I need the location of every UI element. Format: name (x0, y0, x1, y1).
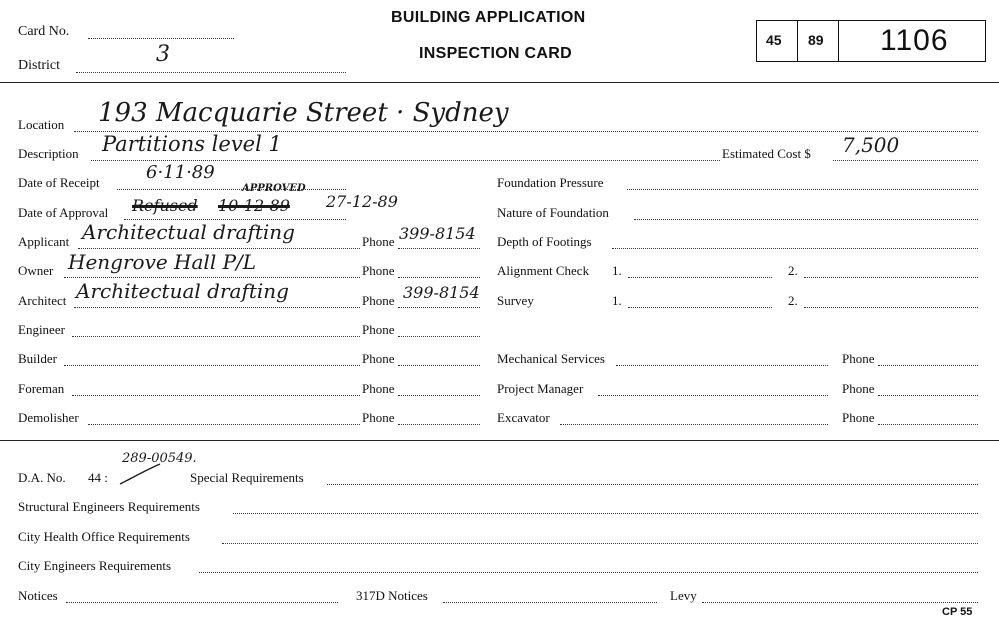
estimated-cost-line[interactable] (833, 160, 978, 161)
requirements-rule (0, 440, 999, 441)
depth-of-footings-label: Depth of Footings (497, 234, 592, 249)
approval-struck-1: Refused (132, 196, 198, 215)
applicant-phone-line[interactable] (398, 248, 480, 249)
nature-of-foundation-label: Nature of Foundation (497, 205, 609, 220)
applicant-phone-value: 399-8154 (399, 224, 476, 243)
date-of-approval-value: 27-12-89 (326, 192, 398, 211)
notices-label: Notices (18, 588, 58, 603)
date-of-receipt-label: Date of Receipt (18, 175, 100, 190)
project-manager-label: Project Manager (497, 381, 584, 396)
architect-phone-line[interactable] (398, 307, 480, 308)
levy-label: Levy (670, 588, 697, 603)
engineer-line[interactable] (72, 336, 360, 337)
alignment-check-option-2: 2. (788, 263, 798, 278)
builder-phone-label: Phone (362, 351, 395, 366)
demolisher-label: Demolisher (18, 410, 79, 425)
alignment-check-line-1[interactable] (628, 277, 772, 278)
structural-engineers-label: Structural Engineers Requirements (18, 499, 200, 514)
notices-line[interactable] (66, 602, 338, 603)
city-engineers-label: City Engineers Requirements (18, 558, 172, 573)
approval-struck-2: 10-12-89 (218, 196, 290, 215)
structural-engineers-line[interactable] (233, 513, 978, 514)
alignment-check-line-2[interactable] (804, 277, 978, 278)
date-of-approval-label: Date of Approval (18, 205, 109, 220)
architect-value: Architectual drafting (76, 279, 289, 303)
survey-line-2[interactable] (804, 307, 978, 308)
owner-value: Hengrove Hall P/L (68, 250, 257, 274)
excavator-phone-line[interactable] (878, 424, 978, 425)
excavator-line[interactable] (560, 424, 828, 425)
owner-phone-label: Phone (362, 263, 395, 278)
builder-line[interactable] (64, 365, 360, 366)
location-label: Location (18, 117, 65, 132)
title-line-2: INSPECTION CARD (419, 45, 572, 62)
city-health-label: City Health Office Requirements (18, 529, 190, 544)
district-line[interactable] (76, 72, 346, 73)
district-value: 3 (156, 42, 170, 67)
applicant-value: Architectual drafting (82, 220, 295, 244)
special-requirements-line[interactable] (327, 484, 978, 485)
architect-line[interactable] (74, 307, 360, 308)
city-health-line[interactable] (222, 543, 978, 544)
architect-label: Architect (18, 293, 67, 308)
demolisher-phone-label: Phone (362, 410, 395, 425)
mechanical-phone-label: Phone (842, 351, 875, 366)
excavator-phone-label: Phone (842, 410, 875, 425)
mechanical-services-line[interactable] (616, 365, 828, 366)
foreman-label: Foreman (18, 381, 65, 396)
mechanical-phone-line[interactable] (878, 365, 978, 366)
da-number-value: 289-00549. (122, 451, 197, 466)
builder-phone-line[interactable] (398, 365, 480, 366)
special-requirements-label: Special Requirements (190, 470, 304, 485)
builder-label: Builder (18, 351, 57, 366)
notices-317d-label: 317D Notices (356, 588, 428, 603)
applicant-line[interactable] (78, 248, 360, 249)
project-manager-line[interactable] (598, 395, 828, 396)
number-box-b: 89 (808, 32, 824, 48)
foreman-phone-label: Phone (362, 381, 395, 396)
survey-option-2: 2. (788, 293, 798, 308)
excavator-label: Excavator (497, 410, 550, 425)
foundation-pressure-line[interactable] (627, 189, 978, 190)
project-manager-phone-line[interactable] (878, 395, 978, 396)
number-box-a: 45 (766, 32, 782, 48)
form-code: CP 55 (942, 606, 973, 618)
demolisher-phone-line[interactable] (398, 424, 480, 425)
card-no-line[interactable] (88, 38, 234, 39)
owner-line[interactable] (64, 277, 360, 278)
foreman-phone-line[interactable] (398, 395, 480, 396)
card-no-label: Card No. (18, 24, 70, 39)
alignment-check-option-1: 1. (612, 263, 622, 278)
mechanical-services-label: Mechanical Services (497, 351, 605, 366)
nature-of-foundation-line[interactable] (634, 219, 978, 220)
notices-317d-line[interactable] (443, 602, 657, 603)
survey-line-1[interactable] (628, 307, 772, 308)
foreman-line[interactable] (72, 395, 360, 396)
district-label: District (18, 58, 60, 73)
estimated-cost-label: Estimated Cost $ (722, 146, 811, 161)
project-manager-phone-label: Phone (842, 381, 875, 396)
title-line-1: BUILDING APPLICATION (391, 9, 586, 26)
description-value: Partitions level 1 (102, 132, 282, 156)
approval-stamp: APPROVED (242, 183, 306, 194)
description-label: Description (18, 146, 79, 161)
survey-label: Survey (497, 293, 534, 308)
da-number-label: D.A. No. (18, 470, 66, 485)
owner-label: Owner (18, 263, 54, 278)
applicant-phone-label: Phone (362, 234, 395, 249)
date-of-receipt-line[interactable] (117, 189, 346, 190)
survey-option-1: 1. (612, 293, 622, 308)
engineer-label: Engineer (18, 322, 65, 337)
da-number-slash (118, 462, 162, 486)
city-engineers-line[interactable] (199, 572, 978, 573)
engineer-phone-label: Phone (362, 322, 395, 337)
alignment-check-label: Alignment Check (497, 263, 590, 278)
foundation-pressure-label: Foundation Pressure (497, 175, 604, 190)
demolisher-line[interactable] (88, 424, 360, 425)
da-number-prefix: 44 : (88, 470, 108, 485)
date-of-receipt-value: 6·11·89 (146, 162, 215, 183)
description-line[interactable] (91, 160, 720, 161)
engineer-phone-line[interactable] (398, 336, 480, 337)
levy-line[interactable] (702, 602, 978, 603)
estimated-cost-value: 7,500 (842, 133, 900, 157)
header-rule (0, 82, 999, 83)
owner-phone-line[interactable] (398, 277, 480, 278)
depth-of-footings-line[interactable] (612, 248, 978, 249)
architect-phone-label: Phone (362, 293, 395, 308)
card-number: 1106 (880, 24, 949, 57)
location-value: 193 Macquarie Street · Sydney (98, 98, 509, 128)
architect-phone-value: 399-8154 (403, 283, 480, 302)
applicant-label: Applicant (18, 234, 70, 249)
